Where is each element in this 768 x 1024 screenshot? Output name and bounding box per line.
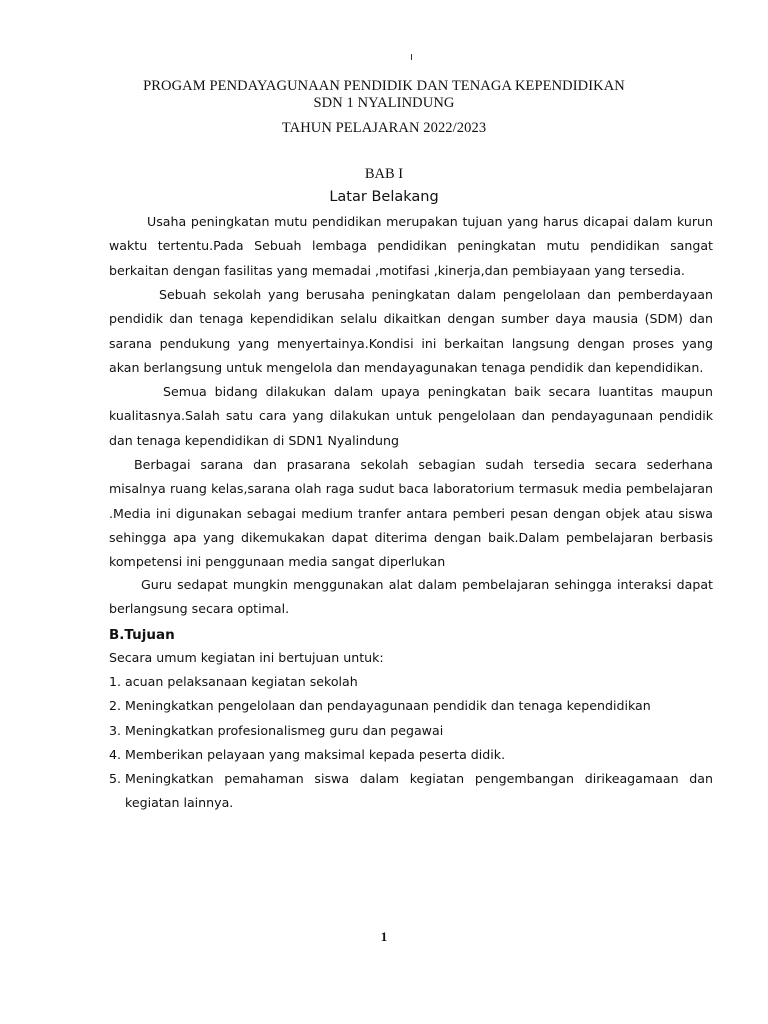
list-item-number: 5. [109, 771, 122, 787]
list-item-text: Memberikan pelayaan yang maksimal kepada peserta didik. [125, 746, 506, 762]
list-item [109, 743, 713, 767]
list-item-number: 1. [109, 674, 122, 689]
list-item [109, 670, 713, 694]
chapter-title: Latar Belakang [329, 189, 439, 205]
paragraph-text: Guru sedapat mungkin menggunakan alat dalam pembelajaran sehingga interaksi dapat berlangsung secara optimal. [109, 577, 713, 617]
paragraph-3 [109, 380, 713, 453]
chapter-number: BAB I [364, 166, 404, 182]
paragraph-text: Semua bidang dilakukan dalam upaya peningkatan baik secara luantitas maupun kualitasnya.Salah satu cara yang dilakukan untuk pengelolaan dan pendayagunaan pendidik dan tenaga kependidikan di SDN1 Nyalindung [109, 384, 713, 448]
list-item-text: Meningkatkan profesionalismeg guru dan pegawai [125, 722, 444, 738]
decorative-mark [411, 54, 412, 60]
paragraph-4 [109, 453, 713, 574]
list-item [109, 767, 713, 816]
paragraph-5 [109, 573, 713, 622]
goal-list [109, 670, 713, 816]
list-item [109, 694, 713, 718]
paragraph-2 [109, 283, 713, 380]
list-item-number: 4. [109, 746, 122, 762]
paragraph-text: Usaha peningkatan mutu pendidikan merupakan tujuan yang harus dicapai dalam kurun waktu tertentu.Pada Sebuah lembaga pendidikan peningkatan mutu pendidikan sangat berkaitan dengan fasilitas yang memadai ,motifasi ,kinerja,dan pembiayaan yang tersedia. [109, 214, 713, 278]
paragraph-text: Sebuah sekolah yang berusaha peningkatan dalam pengelolaan dan pemberdayaan pendidik dan tenaga kependidikan selalu dikaitkan dengan sumber daya mausia (SDM) dan sarana pendukung yang menyertainya.Kondisi ini berkaitan langsung dengan proses yang akan berlangsung untuk mengelola dan mendayagunakan tenaga pendidik dan kependidikan. [109, 287, 713, 375]
page-number: 1 [380, 929, 388, 944]
school-year: TAHUN PELAJARAN 2022/2023 [281, 120, 487, 136]
list-item-number: 3. [109, 722, 122, 738]
list-item-number: 2. [109, 698, 122, 714]
paragraph-1 [109, 210, 713, 283]
document-title: PROGAM PENDAYAGUNAAN PENDIDIK DAN TENAGA KEPENDIDIKAN [143, 78, 625, 94]
section-intro: Secara umum kegiatan ini bertujuan untuk: [109, 650, 384, 665]
school-name: SDN 1 NYALINDUNG [313, 95, 455, 111]
list-item [109, 719, 713, 743]
list-item-text: Meningkatkan pengelolaan dan pendayagunaan pendidik dan tenaga kependidikan [125, 698, 651, 714]
paragraph-text: Berbagai sarana dan prasarana sekolah sebagian sudah tersedia secara sederhana misalnya ruang kelas,sarana olah raga sudut baca laboratorium termasuk media pembelajaran .Media ini digunakan sebagai medium tranfer antara pemberi pesan dengan objek atau siswa sehingga apa yang dikemukakan dapat diterima dengan baik.Dalam pembelajaran berbasis kompetensi ini penggunaan media sangat diperlukan [109, 457, 713, 570]
section-heading-tujuan: B.Tujuan [109, 627, 175, 643]
list-item-text: Meningkatkan pemahaman siswa dalam kegiatan pengembangan dirikeagamaan dan kegiatan lainnya. [125, 771, 713, 811]
list-item-text: acuan pelaksanaan kegiatan sekolah [125, 674, 358, 689]
